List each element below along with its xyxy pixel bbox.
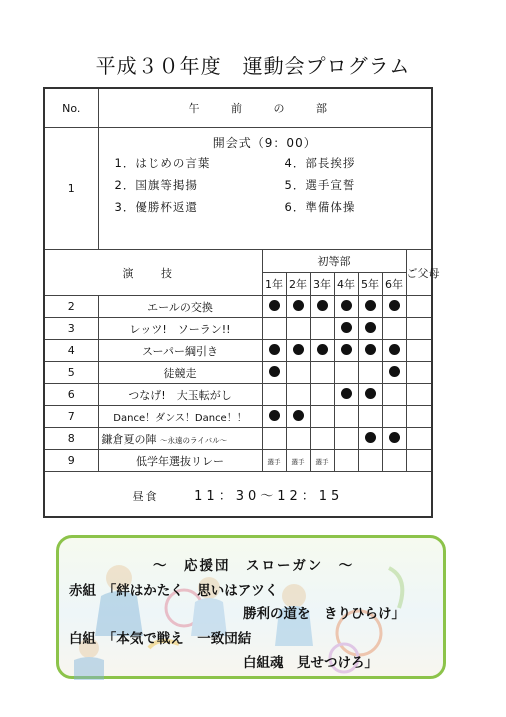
mark-cell [310,340,334,362]
mark-cell [358,450,382,472]
red-team-line-1: 赤組 「絆はかたく 思いはアツく [69,583,279,599]
mark-cell [286,428,310,450]
table-row [44,362,432,384]
table-row [44,428,432,450]
mark-cell [406,340,432,362]
participation-dot [365,432,376,443]
event-number: 3 [44,318,98,340]
participation-dot [293,300,304,311]
opening-item: 2．国旗等掲揚 [114,178,198,192]
mark-cell [406,450,432,472]
table-row [44,318,432,340]
mark-cell [382,450,406,472]
mark-cell [406,296,432,318]
mark-cell [334,384,358,406]
participation-dot [389,432,400,443]
participation-dot [365,322,376,333]
mark-cell [382,384,406,406]
opening-items [115,155,432,215]
grade-header: 3年 [310,273,334,296]
mark-cell [406,406,432,428]
opening-ceremony-cell [98,128,432,250]
mark-cell [310,406,334,428]
participation-dot [341,300,352,311]
event-subtitle: ～永遠のライバル～ [160,435,228,445]
mark-cell [286,296,310,318]
event-name: 低学年選抜リレー [98,450,262,472]
participation-dot [269,300,280,311]
no-header: No. [44,88,98,128]
event-name: レッツ! ソーラン!! [98,318,262,340]
mark-cell [310,450,334,472]
grade-header: 2年 [286,273,310,296]
participation-dot [269,410,280,421]
opening-item: 3．優勝杯返還 [114,200,198,214]
table-row [44,450,432,472]
mark-cell [382,340,406,362]
mark-cell [262,362,286,384]
event-name: 徒競走 [98,362,262,384]
participation-dot [269,344,280,355]
mark-cell [382,318,406,340]
mark-cell [310,362,334,384]
mark-cell [406,428,432,450]
mark-cell [382,362,406,384]
mark-cell [358,362,382,384]
opening-item: 4．部長挨拶 [284,156,356,170]
event-name: 鎌倉夏の陣 [101,432,157,446]
grade-header: 6年 [382,273,406,296]
opening-number: 1 [44,128,98,250]
participation-dot [269,366,280,377]
mark-cell [358,340,382,362]
mark-cell [334,296,358,318]
mark-cell [310,384,334,406]
participation-dot [365,388,376,399]
parents-header: ご父母 [406,250,432,296]
participation-dot [389,344,400,355]
mark-cell [262,406,286,428]
mark-cell [406,362,432,384]
mark-cell [310,428,334,450]
page-title: 平成３０年度 運動会プログラム [95,54,411,78]
participation-dot [317,344,328,355]
participation-dot [365,344,376,355]
event-number: 4 [44,340,98,362]
mark-cell [358,296,382,318]
opening-item: 5．選手宣誓 [284,178,356,192]
elementary-group-header: 初等部 [262,250,406,273]
event-number: 5 [44,362,98,384]
red-team-line-2: 勝利の道を きりひらけ」 [243,606,405,622]
mark-cell [334,340,358,362]
mark-cell [382,296,406,318]
event-number: 2 [44,296,98,318]
white-team-line-2: 白組魂 見せつけろ」 [243,655,378,671]
mark-cell [358,384,382,406]
mark-cell [334,362,358,384]
mark-cell [334,318,358,340]
mark-cell [286,406,310,428]
table-row [44,296,432,318]
participation-label: 選手 [267,458,281,466]
table-row [44,340,432,362]
mark-cell [262,384,286,406]
participation-dot [341,322,352,333]
participation-dot [389,366,400,377]
participation-dot [365,300,376,311]
participation-label: 選手 [291,458,305,466]
mark-cell [382,428,406,450]
mark-cell [334,406,358,428]
slogan-title: ～ 応援団 スローガン ～ [153,558,355,574]
event-number: 8 [44,428,98,450]
white-team-line-1: 白組 「本気で戦え 一致団結 [69,631,252,647]
lunch-row [44,472,432,518]
event-name: つなげ! 大玉転がし [98,384,262,406]
mark-cell [358,428,382,450]
cheer-slogan-box [56,535,446,679]
participation-dot [341,344,352,355]
event-name: エールの交換 [98,296,262,318]
participation-label: 選手 [315,458,329,466]
morning-section-header: 午 前 の 部 [98,88,432,128]
mark-cell [286,318,310,340]
grade-header: 5年 [358,273,382,296]
mark-cell [334,450,358,472]
mark-cell [286,362,310,384]
event-name: Dance！ダンス！Dance！！ [98,406,262,428]
lunch-label: 昼食 [132,489,159,503]
mark-cell [262,318,286,340]
mark-cell [262,340,286,362]
opening-item: 1．はじめの言葉 [114,156,211,170]
mark-cell [286,450,310,472]
participation-dot [293,410,304,421]
mark-cell [310,318,334,340]
mark-cell [262,428,286,450]
mark-cell [406,384,432,406]
opening-item: 6．準備体操 [284,200,356,214]
grade-header: 1年 [262,273,286,296]
mark-cell [382,406,406,428]
program-table [43,87,440,518]
participation-dot [317,300,328,311]
table-row [44,384,432,406]
mark-cell [358,318,382,340]
table-row [44,406,432,428]
mark-cell [262,296,286,318]
event-name: スーパー綱引き [98,340,262,362]
mark-cell [310,296,334,318]
event-number: 9 [44,450,98,472]
participation-dot [389,300,400,311]
event-number: 6 [44,384,98,406]
mark-cell [334,428,358,450]
event-number: 7 [44,406,98,428]
mark-cell [286,384,310,406]
event-name-cell [98,428,262,450]
events-header: 演 技 [44,250,262,296]
grade-header: 4年 [334,273,358,296]
mark-cell [286,340,310,362]
participation-dot [341,388,352,399]
participation-dot [293,344,304,355]
slogan-text [59,538,443,676]
mark-cell [262,450,286,472]
lunch-time: 11：30～12：15 [194,488,344,504]
mark-cell [406,318,432,340]
opening-title: 開会式（9：00） [212,136,317,150]
mark-cell [358,406,382,428]
